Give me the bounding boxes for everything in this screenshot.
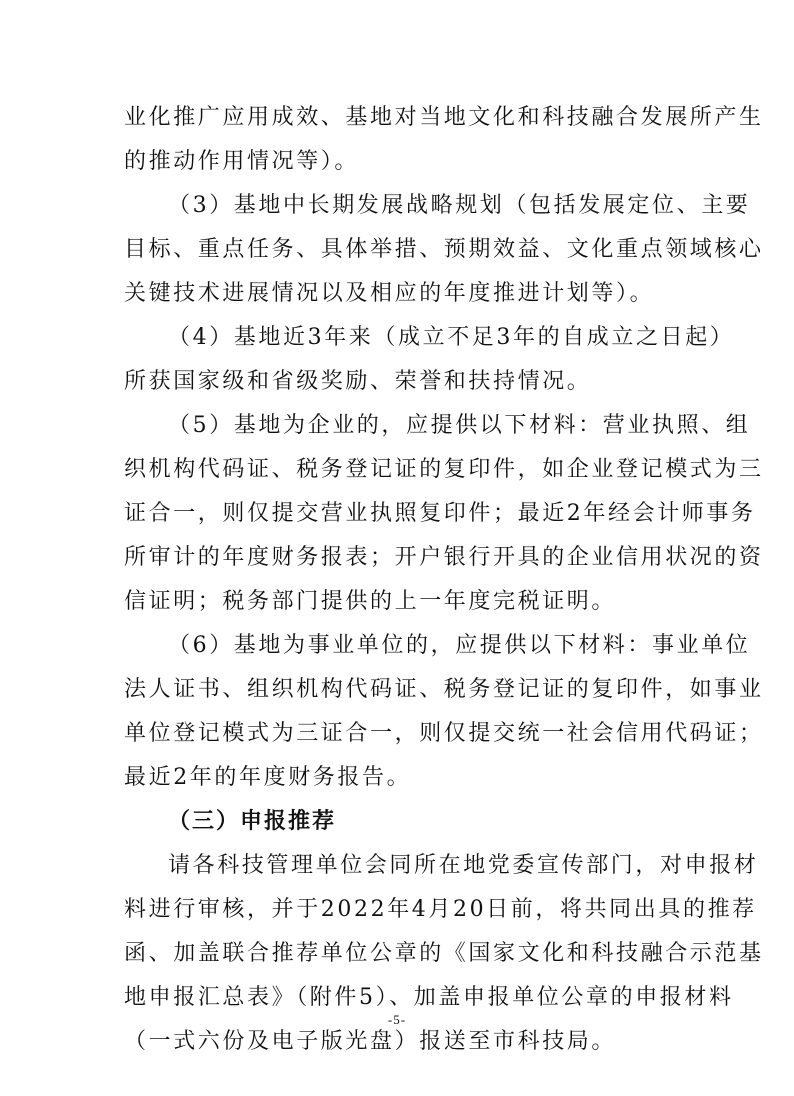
text-line: 证合一，则仅提交营业执照复印件；最近2年经会计师事务 bbox=[124, 501, 756, 526]
text-line: 关键技术进展情况以及相应的年度推进计划等）。 bbox=[124, 281, 655, 306]
page-number: -5- bbox=[387, 1012, 407, 1027]
text-line: （一式六份及电子版光盘）报送至市科技局。 bbox=[124, 1029, 617, 1054]
text-line: （3）基地中长期发展战略规划（包括发展定位、主要 bbox=[168, 193, 751, 218]
text-line: 的推动作用情况等）。 bbox=[124, 149, 360, 174]
text-line: 最近2年的年度财务报告。 bbox=[124, 765, 412, 790]
text-line: 所获国家级和省级奖励、荣誉和扶持情况。 bbox=[124, 369, 592, 394]
text-line: 料进行审核，并于2022年4月20日前，将共同出具的推荐 bbox=[124, 897, 757, 922]
text-line: 法人证书、组织机构代码证、税务登记证的复印件，如事业 bbox=[124, 677, 764, 702]
text-line: 请各科技管理单位会同所在地党委宣传部门，对申报材 bbox=[168, 853, 759, 878]
text-line: 函、加盖联合推荐单位公章的《国家文化和科技融合示范基 bbox=[124, 941, 764, 966]
body-text bbox=[124, 96, 764, 1064]
text-line: （4）基地近3年来（成立不足3年的自成立之日起） bbox=[168, 325, 735, 350]
text-line: 所审计的年度财务报表；开户银行开具的企业信用状况的资 bbox=[124, 545, 764, 570]
text-line: 织机构代码证、税务登记证的复印件，如企业登记模式为三 bbox=[124, 457, 764, 482]
text-line: 业化推广应用成效、基地对当地文化和科技融合发展所产生 bbox=[124, 105, 764, 130]
section-heading: （三）申报推荐 bbox=[168, 809, 337, 834]
text-line: 地申报汇总表》（附件5）、加盖申报单位公章的申报材料 bbox=[124, 985, 734, 1010]
text-line: 信证明；税务部门提供的上一年度完税证明。 bbox=[124, 589, 617, 614]
text-line: （5）基地为企业的，应提供以下材料：营业执照、组 bbox=[168, 413, 751, 438]
text-line: （6）基地为事业单位的，应提供以下材料：事业单位 bbox=[168, 633, 751, 658]
text-line: 单位登记模式为三证合一，则仅提交统一社会信用代码证； bbox=[124, 721, 764, 746]
text-line: 目标、重点任务、具体举措、预期效益、文化重点领域核心 bbox=[124, 237, 764, 262]
